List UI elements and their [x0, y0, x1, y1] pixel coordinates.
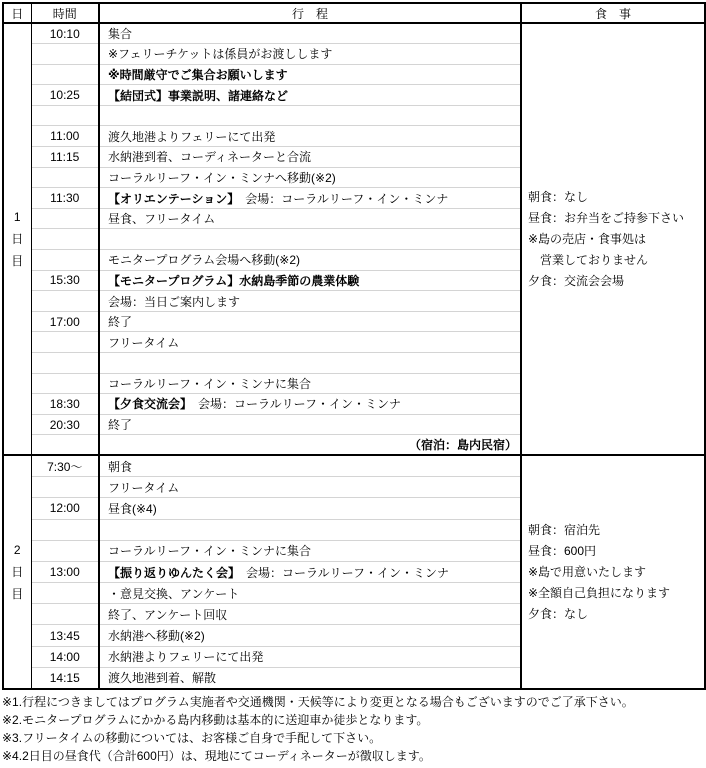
itinerary-cell	[99, 105, 521, 126]
schedule-row	[3, 455, 705, 476]
event-text: 水納港へ移動(※2)	[108, 629, 205, 644]
event-text: ・意見交換、アンケート	[108, 586, 240, 601]
itinerary-cell	[99, 604, 521, 625]
event-title: （宿泊：島内民宿）	[408, 438, 517, 453]
event-text: 昼食、フリータイム	[108, 212, 216, 227]
time-cell: 10:25	[31, 85, 99, 106]
event-text: 終了	[108, 418, 133, 433]
itinerary-cell	[99, 519, 521, 540]
itinerary-cell	[99, 229, 521, 250]
meal-line: ※島で用意いたします	[528, 564, 647, 579]
day-2-section	[3, 455, 705, 688]
itinerary-cell	[99, 270, 521, 291]
event-title: 【オリエンテーション】	[108, 191, 234, 206]
header-time-label: 時間	[31, 3, 99, 23]
time-cell	[31, 208, 99, 229]
meal-line: 夕食：交流会会場	[528, 273, 625, 288]
itinerary-cell	[99, 64, 521, 85]
itinerary-cell	[99, 311, 521, 332]
event-text: 渡久地港到着、解散	[108, 671, 217, 686]
day-label-char: 目	[11, 587, 24, 601]
table-header	[3, 3, 705, 23]
time-cell	[31, 44, 99, 65]
time-cell	[31, 332, 99, 353]
itinerary-cell	[99, 23, 521, 44]
time-cell: 11:00	[31, 126, 99, 147]
time-cell	[31, 105, 99, 126]
itinerary-cell	[99, 44, 521, 65]
itinerary-cell	[99, 394, 521, 415]
header-itinerary-label: 行 程	[99, 3, 521, 23]
event-title: 【モニタープログラム】水納島季節の農業体験	[108, 273, 360, 288]
time-cell	[31, 373, 99, 394]
meal-line: 朝食：なし	[528, 189, 589, 204]
header-day-label: 日	[3, 3, 31, 23]
event-text: コーラルリーフ・イン・ミンナに集合	[108, 376, 312, 391]
time-cell: 11:30	[31, 188, 99, 209]
time-cell	[31, 540, 99, 561]
time-cell	[31, 604, 99, 625]
day-label-char: 日	[11, 232, 24, 247]
itinerary-cell	[99, 291, 521, 312]
meal-line: 昼食：600円	[528, 543, 597, 558]
itinerary-cell	[99, 167, 521, 188]
itinerary-cell	[99, 414, 521, 435]
footnote-line: ※4.2日目の昼食代（合計600円）は、現地にてコーディネーターが徴収します。	[2, 748, 431, 763]
day-label-char: 日	[11, 565, 24, 579]
time-cell: 14:00	[31, 646, 99, 667]
day-label	[3, 455, 31, 688]
header-meal-label: 食 事	[521, 3, 705, 23]
time-cell: 20:30	[31, 414, 99, 435]
day-1-section	[3, 23, 705, 455]
time-cell: 10:10	[31, 23, 99, 44]
time-cell	[31, 477, 99, 498]
event-text: 水納港よりフェリーにて出発	[108, 650, 264, 665]
meal-line: 朝食：宿泊先	[528, 522, 601, 537]
itinerary-cell	[99, 561, 521, 582]
itinerary-cell	[99, 583, 521, 604]
time-cell	[31, 519, 99, 540]
itinerary-cell	[99, 332, 521, 353]
footnote-line: ※3.フリータイムの移動については、お客様ご自身で手配して下さい。	[2, 730, 382, 745]
time-cell: 13:00	[31, 561, 99, 582]
time-cell	[31, 353, 99, 374]
itinerary-cell	[99, 455, 521, 476]
meal-cell	[521, 23, 705, 455]
event-text: コーラルリーフ・イン・ミンナへ移動(※2)	[108, 170, 336, 185]
event-text: ※フェリーチケットは係員がお渡しします	[108, 47, 333, 62]
event-title: 【結団式】事業説明、諸連絡など	[108, 88, 289, 103]
day-label-char: 2	[13, 543, 21, 557]
time-cell	[31, 435, 99, 456]
time-cell: 17:00	[31, 311, 99, 332]
time-cell: 18:30	[31, 394, 99, 415]
time-cell: 13:45	[31, 625, 99, 646]
time-cell	[31, 167, 99, 188]
meal-cell	[521, 455, 705, 688]
itinerary-cell	[99, 498, 521, 519]
itinerary-cell	[99, 373, 521, 394]
itinerary-cell	[99, 250, 521, 271]
footnote-line: ※2.モニタープログラムにかかる島内移動は基本的に送迎車か徒歩となります。	[2, 712, 429, 727]
itinerary-cell	[99, 667, 521, 688]
time-cell	[31, 229, 99, 250]
event-text: モニタープログラム会場へ移動(※2)	[108, 253, 301, 268]
time-cell	[31, 291, 99, 312]
event-text: 会場：コーラルリーフ・イン・ミンナ	[233, 191, 449, 206]
itinerary-cell	[99, 147, 521, 168]
time-cell: 15:30	[31, 270, 99, 291]
meal-line: 昼食：お弁当をご持参下さい	[528, 210, 685, 225]
itinerary-cell	[99, 540, 521, 561]
time-cell	[31, 583, 99, 604]
event-text: 会場：コーラルリーフ・イン・ミンナ	[186, 397, 402, 412]
day-label	[3, 23, 31, 455]
time-cell: 12:00	[31, 498, 99, 519]
footnotes	[2, 693, 706, 765]
meal-line: ※島の売店・食事処は	[528, 231, 647, 246]
event-text: 終了、アンケート回収	[108, 607, 228, 622]
time-cell: 11:15	[31, 147, 99, 168]
day-label-char: 1	[13, 210, 21, 225]
event-title: ※時間厳守でご集合お願いします	[108, 67, 288, 82]
event-text: 会場：当日ご案内します	[108, 294, 241, 309]
event-text: 昼食(※4)	[108, 501, 157, 516]
day-label-char: 目	[11, 254, 24, 269]
itinerary-table	[2, 2, 706, 690]
event-text: 渡久地港よりフェリーにて出発	[108, 129, 276, 144]
itinerary-cell	[99, 85, 521, 106]
itinerary-cell	[99, 477, 521, 498]
itinerary-cell	[99, 646, 521, 667]
event-text: フリータイム	[108, 335, 180, 350]
time-cell	[31, 64, 99, 85]
itinerary-cell	[99, 353, 521, 374]
event-text: 集合	[108, 27, 133, 42]
meal-line: 夕食：なし	[528, 606, 589, 621]
event-text: コーラルリーフ・イン・ミンナに集合	[108, 544, 312, 559]
footnote-line: ※1.行程につきましてはプログラム実施者や交通機関・天候等により変更となる場合もございますのでご了承下さい。	[2, 694, 634, 709]
event-title: 【夕食交流会】	[108, 397, 187, 412]
event-text: 会場：コーラルリーフ・イン・ミンナ	[234, 565, 450, 580]
time-cell: 7:30～	[31, 455, 99, 476]
time-cell	[31, 250, 99, 271]
itinerary-cell	[99, 208, 521, 229]
meal-line: ※全額自己負担になります	[528, 585, 671, 600]
itinerary-cell	[99, 188, 521, 209]
schedule-row	[3, 23, 705, 44]
itinerary-cell	[99, 625, 521, 646]
event-title: 【振り返りゆんたく会】	[108, 565, 235, 580]
event-text: 終了	[108, 315, 133, 330]
header-row	[3, 3, 705, 23]
event-text: 朝食	[108, 459, 133, 474]
event-text: フリータイム	[108, 480, 180, 495]
time-cell: 14:15	[31, 667, 99, 688]
event-text: 水納港到着、コーディネーターと合流	[108, 150, 312, 165]
meal-line: 営業しておりません	[528, 252, 649, 267]
itinerary-cell	[99, 435, 521, 456]
itinerary-cell	[99, 126, 521, 147]
